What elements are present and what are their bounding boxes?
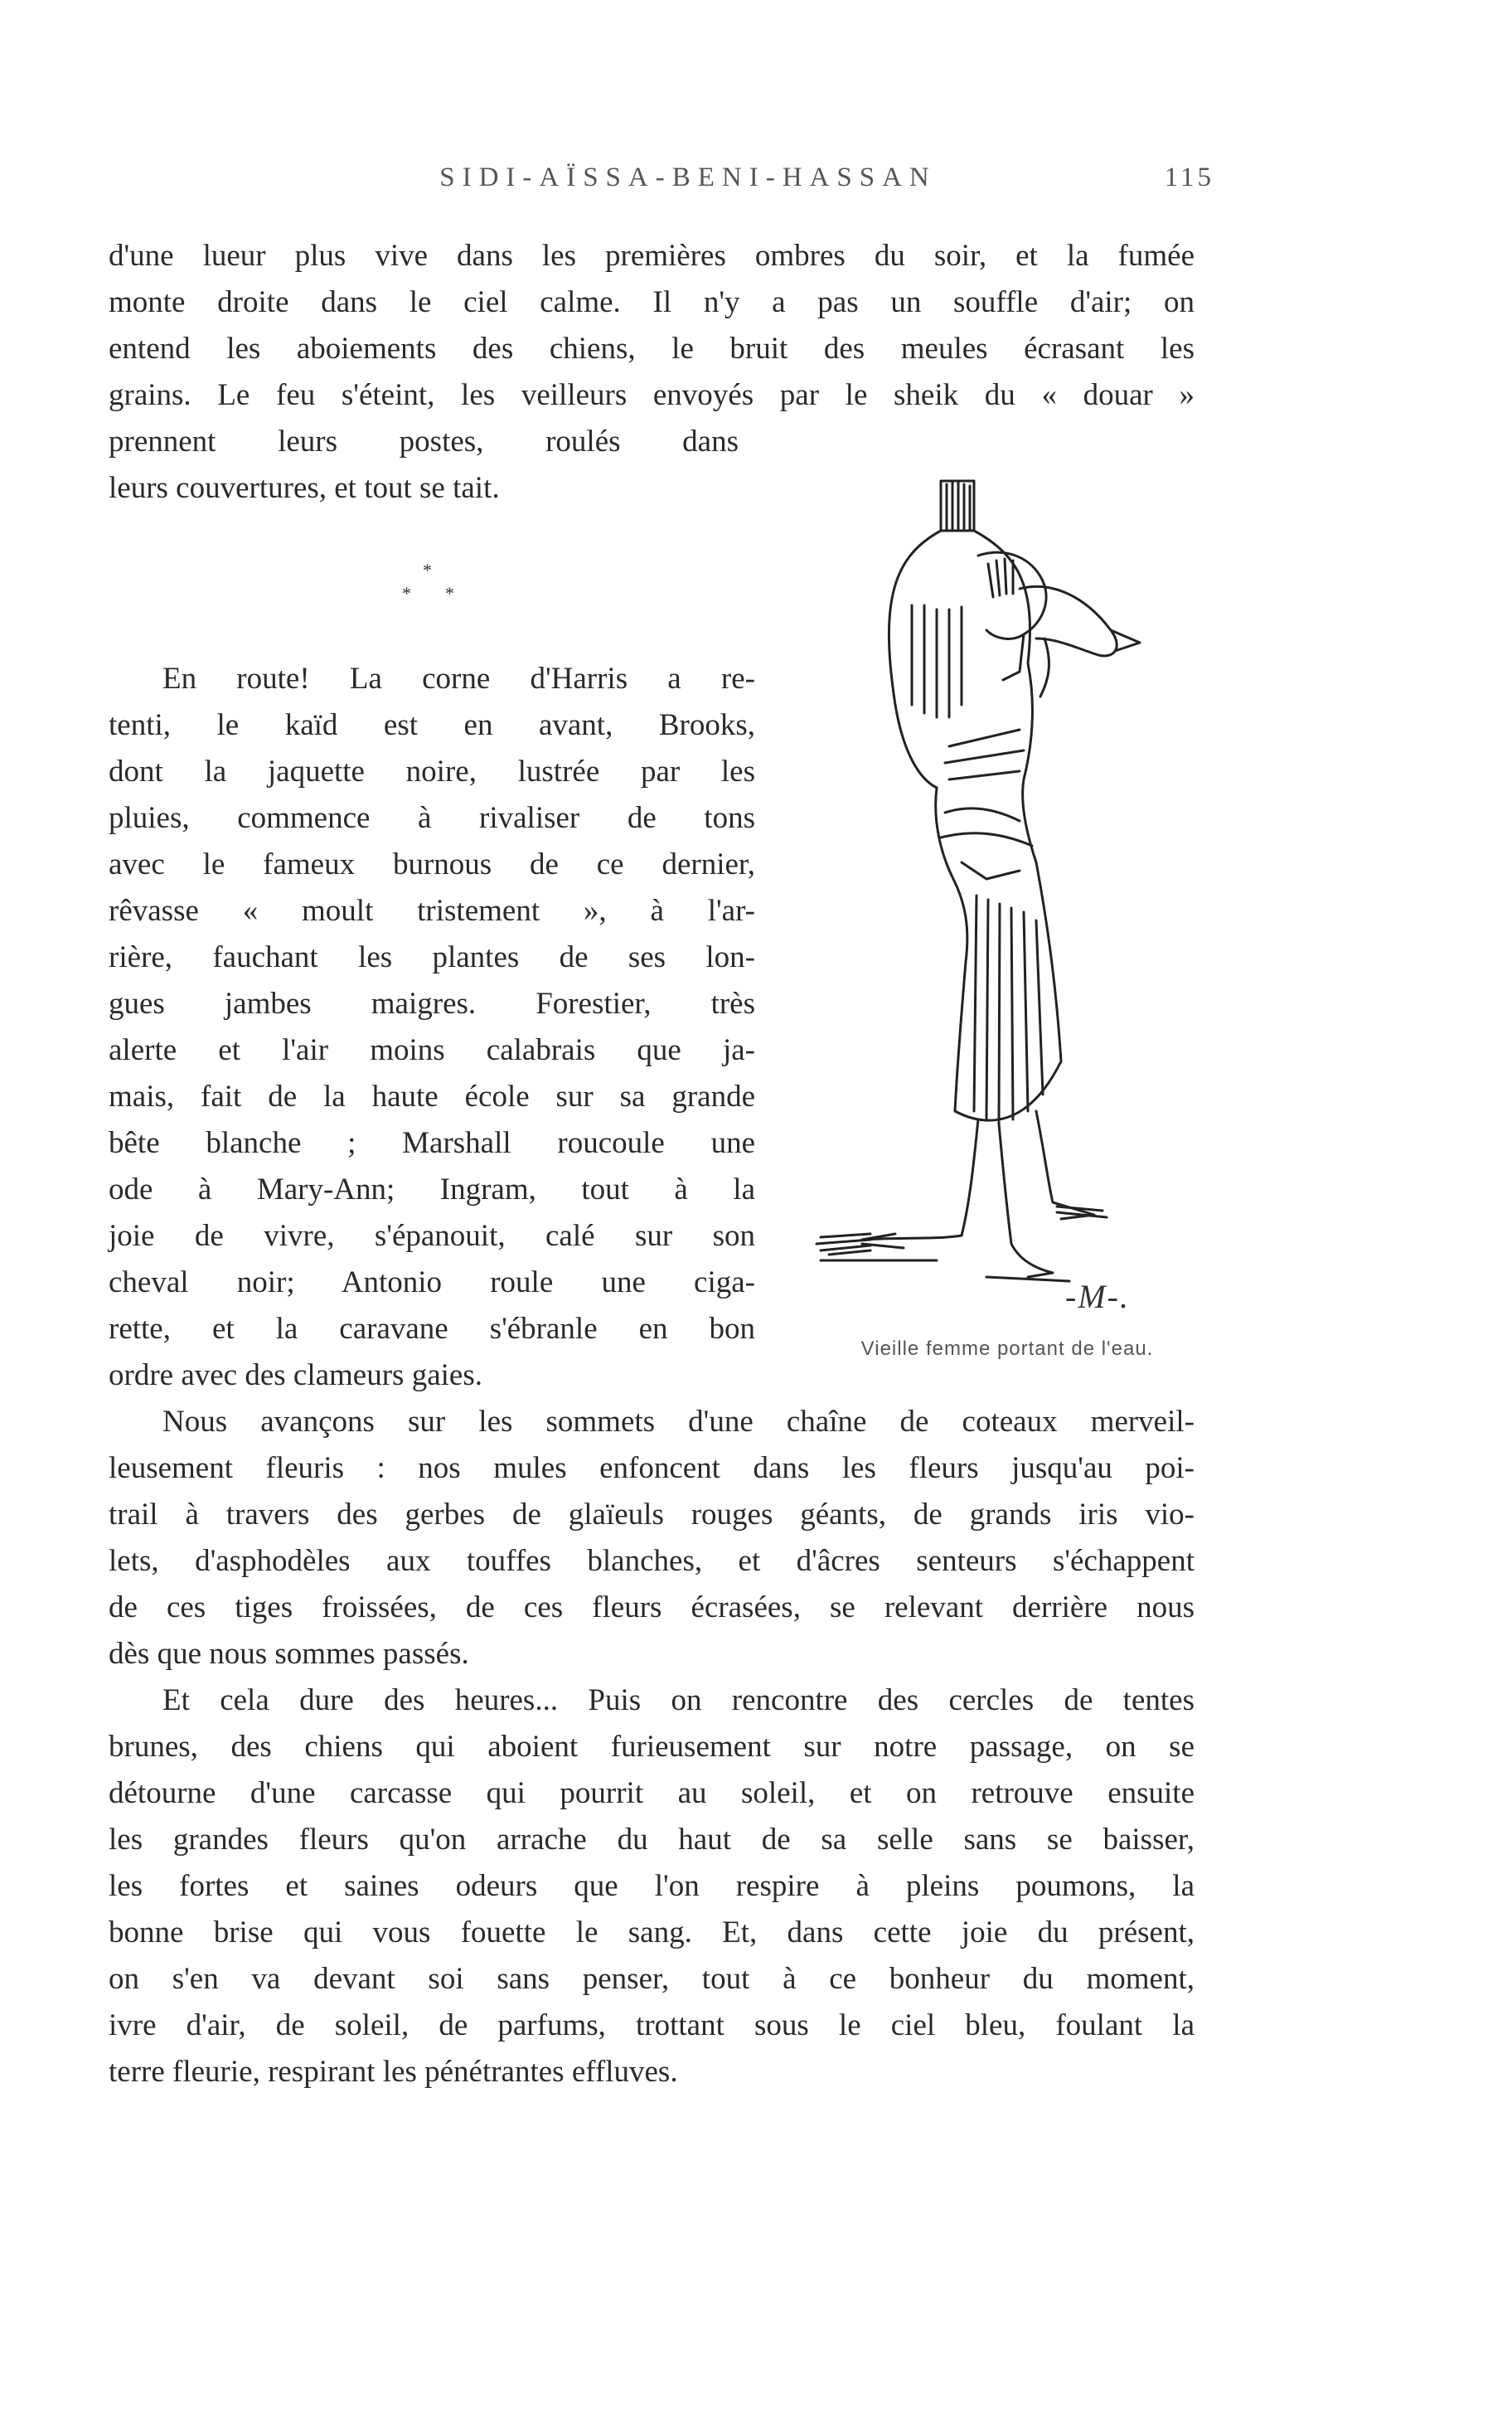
section-asterism bbox=[381, 560, 481, 609]
text-line: En route! La corne d'Harris a re- bbox=[162, 662, 755, 696]
text-line: on s'en va devant soi sans penser, tout à ce bonheur du moment, bbox=[109, 1962, 1195, 1996]
text-line: monte droite dans le ciel calme. Il n'y a pas un souffle d'air; on bbox=[109, 285, 1195, 319]
text-line: détourne d'une carcasse qui pourrit au soleil, et on retrouve ensuite bbox=[109, 1776, 1195, 1810]
illustration-woman-carrying-water bbox=[771, 431, 1202, 1327]
text-line: Nous avançons sur les sommets d'une chaîne de coteaux merveil- bbox=[162, 1405, 1195, 1439]
text-line: gues jambes maigres. Forestier, très bbox=[109, 987, 755, 1021]
running-head bbox=[149, 163, 1214, 199]
running-title: SIDI-AÏSSA-BENI-HASSAN bbox=[439, 163, 937, 192]
woman-carrying-jar-drawing bbox=[771, 431, 1202, 1327]
text-line: alerte et l'air moins calabrais que ja- bbox=[109, 1033, 755, 1067]
text-line: ode à Mary-Ann; Ingram, tout à la bbox=[109, 1173, 755, 1206]
text-line: avec le fameux burnous de ce dernier, bbox=[109, 847, 755, 881]
text-line: brunes, des chiens qui aboient furieusement sur notre passage, on se bbox=[109, 1730, 1195, 1764]
text-line: bonne brise qui vous fouette le sang. Et, dans cette joie du présent, bbox=[109, 1915, 1195, 1949]
text-line: prennent leurs postes, roulés dans bbox=[109, 425, 739, 459]
figure-caption: Vieille femme portant de l'eau. bbox=[860, 1338, 1154, 1360]
text-line: tenti, le kaïd est en avant, Brooks, bbox=[109, 708, 755, 742]
text-line: d'une lueur plus vive dans les premières ombres du soir, et la fumée bbox=[109, 239, 1195, 273]
text-line: dès que nous sommes passés. bbox=[109, 1637, 469, 1671]
text-line: terre fleurie, respirant les pénétrantes effluves. bbox=[109, 2055, 678, 2089]
asterism-star: * bbox=[423, 560, 432, 580]
text-line: de ces tiges froissées, de ces fleurs écrasées, se relevant derrière nous bbox=[109, 1590, 1195, 1624]
text-line: grains. Le feu s'éteint, les veilleurs envoyés par le sheik du « douar » bbox=[109, 378, 1195, 412]
text-line: rette, et la caravane s'ébranle en bon bbox=[109, 1312, 755, 1346]
text-line: entend les aboiements des chiens, le bruit des meules écrasant les bbox=[109, 332, 1195, 366]
text-line: mais, fait de la haute école sur sa grande bbox=[109, 1080, 755, 1114]
text-line: pluies, commence à rivaliser de tons bbox=[109, 801, 755, 835]
text-line: leurs couvertures, et tout se tait. bbox=[109, 471, 500, 505]
text-line: les grandes fleurs qu'on arrache du haut de sa selle sans se baisser, bbox=[109, 1823, 1195, 1857]
page-number: 115 bbox=[1164, 163, 1214, 192]
text-line: cheval noir; Antonio roule une ciga- bbox=[109, 1265, 755, 1299]
text-line: rière, fauchant les plantes de ses lon- bbox=[109, 940, 755, 974]
text-line: bête blanche ; Marshall roucoule une bbox=[109, 1126, 755, 1160]
artist-monogram: -M-. bbox=[1065, 1278, 1130, 1315]
text-line: ivre d'air, de soleil, de parfums, trottant sous le ciel bleu, foulant la bbox=[109, 2008, 1195, 2042]
text-line: leusement fleuris : nos mules enfoncent dans les fleurs jusqu'au poi- bbox=[109, 1451, 1195, 1485]
text-line: rêvasse « moult tristement », à l'ar- bbox=[109, 894, 755, 928]
asterism-star: * bbox=[445, 583, 454, 604]
text-line: dont la jaquette noire, lustrée par les bbox=[109, 755, 755, 789]
text-line: joie de vivre, s'épanouit, calé sur son bbox=[109, 1219, 755, 1253]
text-line: trail à travers des gerbes de glaïeuls rouges géants, de grands iris vio- bbox=[109, 1498, 1195, 1532]
text-line: Et cela dure des heures... Puis on rencontre des cercles de tentes bbox=[162, 1683, 1195, 1717]
text-line: ordre avec des clameurs gaies. bbox=[109, 1358, 482, 1392]
asterism-star: * bbox=[402, 583, 411, 604]
text-line: lets, d'asphodèles aux touffes blanches, et d'âcres senteurs s'échappent bbox=[109, 1544, 1195, 1578]
text-line: les fortes et saines odeurs que l'on respire à pleins poumons, la bbox=[109, 1869, 1195, 1903]
